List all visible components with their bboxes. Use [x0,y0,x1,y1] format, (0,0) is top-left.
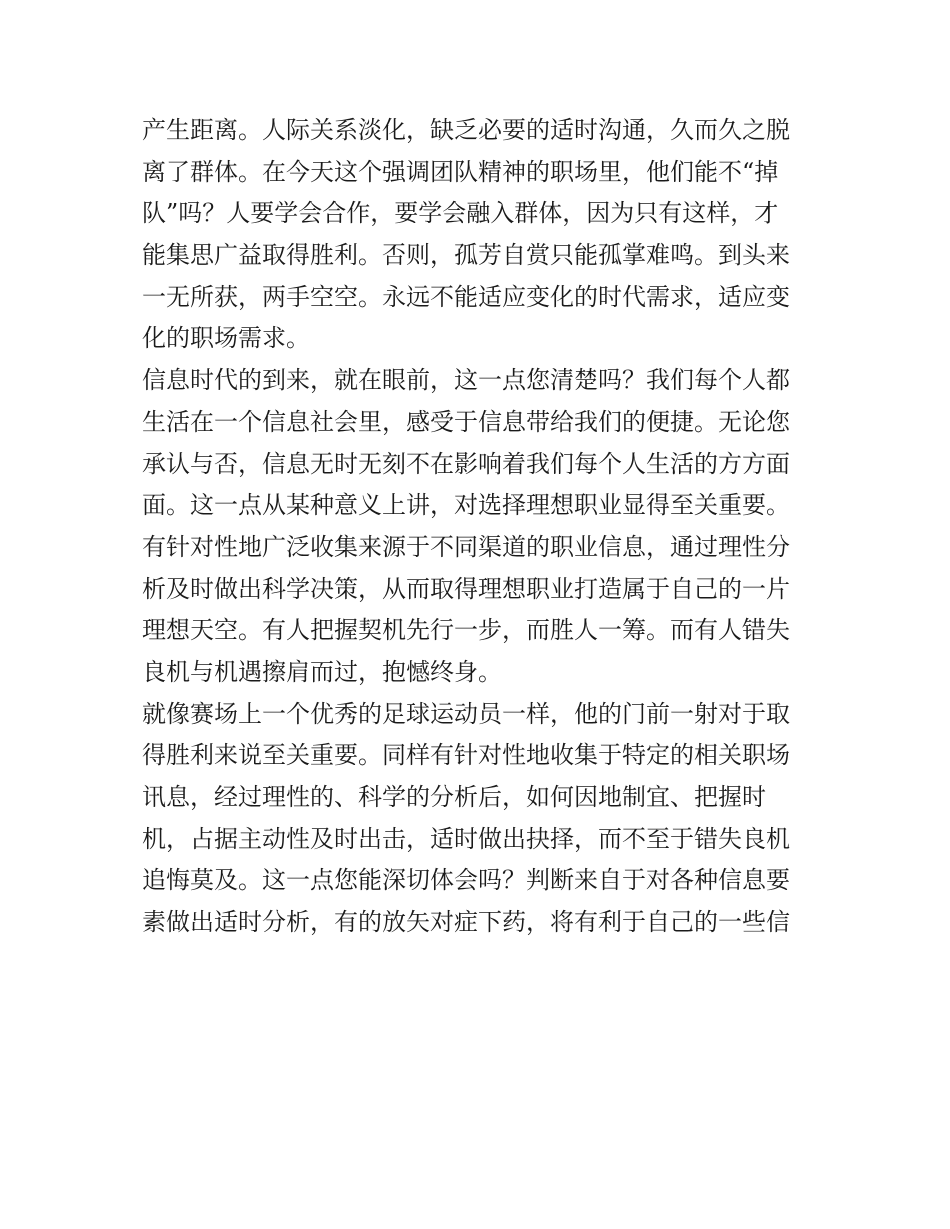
text-line: 离了群体。在今天这个强调团队精神的职场里，他们能不“掉 [142,157,779,186]
text-line: 一无所获，两手空空。永远不能适应变化的时代需求，适应变 [142,282,790,311]
text-line: 能集思广益取得胜利。否则，孤芳自赏只能孤掌难鸣。到头来 [142,241,790,270]
text-line: 信息时代的到来，就在眼前，这一点您清楚吗？我们每个人都 [142,366,790,395]
text-line: 讯息，经过理性的、科学的分析后，如何因地制宜、把握时 [142,783,766,811]
text-line: 化的职场需求。 [142,324,310,353]
text-line: 生活在一个信息社会里，感受于信息带给我们的便捷。无论您 [142,407,790,436]
text-line: 理想天空。有人把握契机先行一步，而胜人一筹。而有人错失 [142,616,790,645]
text-line: 面。这一点从某种意义上讲，对选择理想职业显得至关重要。 [142,491,790,520]
text-line: 承认与否，信息无时无刻不在影响着我们每个人生活的方方面 [142,449,790,478]
text-line: 素做出适时分析，有的放矢对症下药，将有利于自己的一些信 [142,908,790,937]
text-line: 析及时做出科学决策，从而取得理想职业打造属于自己的一片 [142,574,790,603]
text-line: 有针对性地广泛收集来源于不同渠道的职业信息，通过理性分 [142,532,790,561]
text-line: 队”吗？人要学会合作，要学会融入群体，因为只有这样，才 [142,199,779,228]
text-line: 良机与机遇擦肩而过，抱憾终身。 [142,657,502,686]
text-line: 机，占据主动性及时出击，适时做出抉择，而不至于错失良机 [142,824,790,853]
text-line: 就像赛场上一个优秀的足球运动员一样，他的门前一射对于取 [142,699,790,728]
document-body [142,110,822,944]
text-line: 追悔莫及。这一点您能深切体会吗？判断来自于对各种信息要 [142,866,790,895]
text-line: 得胜利来说至关重要。同样有针对性地收集于特定的相关职场 [142,741,790,770]
text-line: 产生距离。人际关系淡化，缺乏必要的适时沟通，久而久之脱 [142,116,790,144]
